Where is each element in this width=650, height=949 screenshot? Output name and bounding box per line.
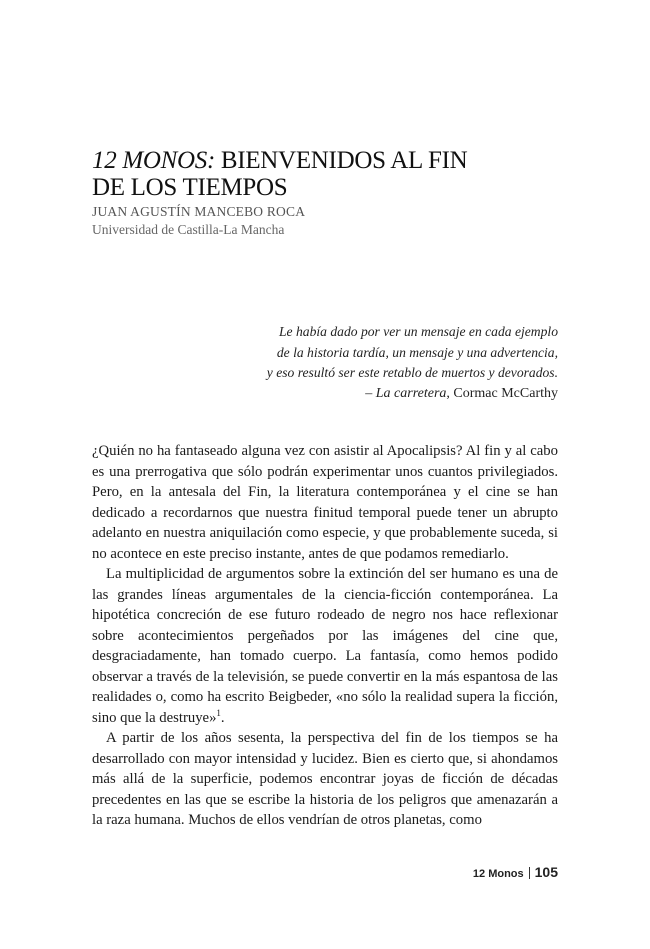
page-footer xyxy=(473,864,558,880)
page-number: 105 xyxy=(534,864,558,880)
running-title: 12 Monos xyxy=(472,868,524,880)
paragraph: A partir de los años sesenta, la perspectiva del fin de los tiempos se ha desarrollado con mayor intensidad y lucidez. Bien es cierto que, si ahondamos más allá de la superficie, podemos encontrar joyas de ficción de décadas precedentes en las que se escribe la historia de los peligros que amenazarán a la raza humana. Muchos de ellos vendrían de otros planetas, como xyxy=(92,730,558,828)
body-text xyxy=(92,441,558,831)
author-affiliation: Universidad de Castilla-La Mancha xyxy=(92,222,285,237)
footnote-ref[interactable]: 1 xyxy=(216,707,221,718)
author-name: JUAN AGUSTÍN MANCEBO ROCA xyxy=(92,204,306,219)
paragraph: La multiplicidad de argumentos sobre la extinción del ser humano es una de las grandes líneas argumentales de la ciencia-ficción contemporánea. La hipotética concreción de ese futuro rodeado de negro nos hace reflexionar sobre acontecimientos pergeñados por las imágenes del cine que, desgraciadamente, han tomado cuerpo. La fantasía, como hemos podido observar a través de la televisión, se puede convertir en la más espantosa de las realidades o, como ha escrito Beigbeder, «no sólo la realidad supera la ficción, sino que la destruye»$^1$. xyxy=(92,566,558,726)
footer-divider xyxy=(529,867,530,879)
epigraph xyxy=(198,322,558,404)
title-line2: DE LOS TIEMPOS xyxy=(92,174,288,201)
epigraph-author: , Cormac McCarthy xyxy=(446,385,558,401)
epigraph-work-title: La carretera xyxy=(375,385,447,401)
article-title xyxy=(92,147,562,201)
title-rest-line1: BIENVENIDOS AL FIN xyxy=(214,147,468,174)
title-italic-part: 12 MONOS: xyxy=(92,147,215,174)
epigraph-line: Le había dado por ver un mensaje en cada ejemplo xyxy=(279,324,558,339)
epigraph-line: de la historia tardía, un mensaje y una advertencia, xyxy=(276,344,558,360)
paragraph: ¿Quién no ha fantaseado alguna vez con asistir al Apocalipsis? Al fin y al cabo es una prerrogativa que sólo podrán experimentar unos cuantos privilegiados. Pero, en la antesala del Fin, la literatura contemporánea y el cine se han dedicado a recordarnos que nuestra finitud temporal puede tener un abrupto adelanto en nuestra aniquilación como especie, y que probablemente suceda, si no acontece en este preciso instante, antes de que podamos remediarlo. xyxy=(92,443,558,562)
epigraph-attribution: – La carretera, Cormac McCarthy xyxy=(365,385,558,401)
epigraph-line: y eso resultó ser este retablo de muertos y devorados. xyxy=(266,365,558,380)
